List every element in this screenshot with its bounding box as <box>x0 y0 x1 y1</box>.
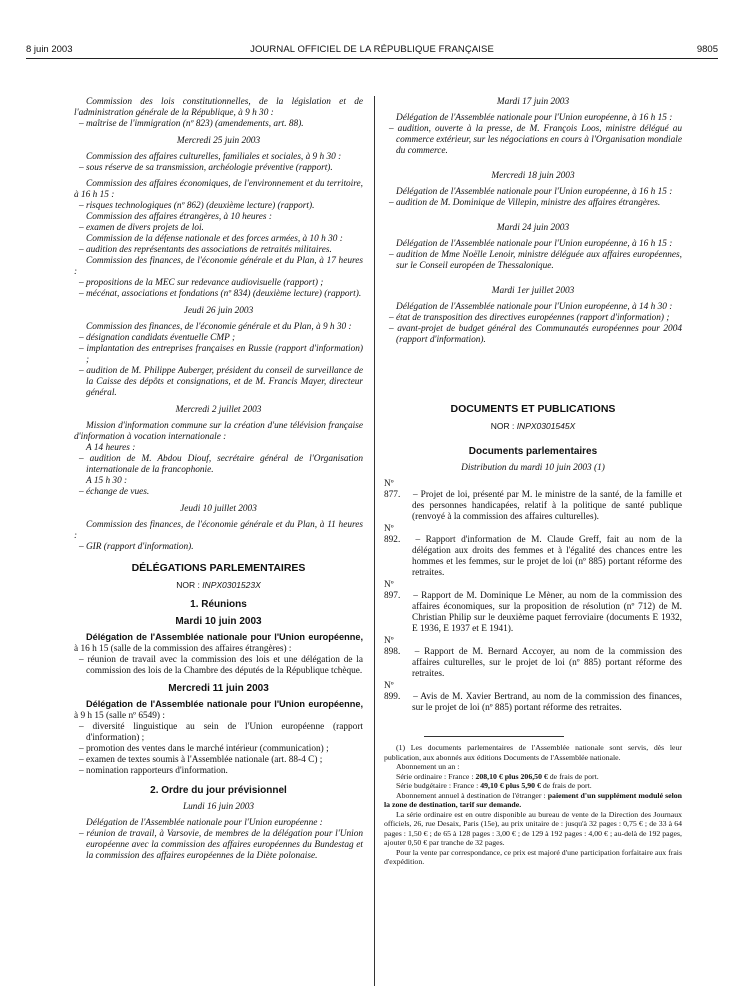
agenda-items <box>74 223 363 234</box>
footnote: Abonnement un an : <box>396 762 460 771</box>
agenda-time: A 14 heures : <box>86 443 136 453</box>
document-description: – Avis de M. Xavier Bertrand, au nom de la commission des finances, sur le projet de loi (nº 885) portant réforme des retraites. <box>410 692 682 713</box>
agenda-items <box>74 487 363 498</box>
document-number: Nº 897. <box>384 580 401 601</box>
nor-code: INPX0301545X <box>516 421 576 431</box>
page-header <box>26 44 718 58</box>
list-item: – promotion des ventes dans le marché intérieur (communication) ; <box>79 744 329 754</box>
agenda-items <box>384 198 682 209</box>
document-entry <box>384 681 682 714</box>
document-description: – Projet de loi, présenté par M. le ministre de la santé, de la famille et des personnes handicapées, relatif à la politique de santé publique (renvoyé à la commission des affaires culturelles). <box>410 490 682 522</box>
agenda-entry: Mission d'information commune sur la création d'une télévision française d'information à vocation internationale : <box>74 421 363 442</box>
list-item: – réunion de travail avec la commission des lois et une délégation de la commission des lois de la Chambre des députés de la République tchèque. <box>79 655 363 676</box>
list-item: – réunion de travail, à Varsovie, de membres de la délégation pour l'Union européenne avec la commission des affaires européennes du Bundestag et la commission des affaires européennes de la Diète polonaise. <box>79 829 363 861</box>
distribution-date: Distribution du mardi 10 juin 2003 (1) <box>461 463 605 473</box>
section-date: Jeudi 26 juin 2003 <box>183 306 254 316</box>
nor-label: NOR : <box>176 580 200 590</box>
section-heading: DOCUMENTS ET PUBLICATIONS <box>450 403 616 415</box>
page-number: 9805 <box>696 44 718 55</box>
document-entry <box>384 580 682 635</box>
list-item: – audition, ouverte à la presse, de M. François Loos, ministre délégué au commerce extérieur, sur les négociations en cours à l'Organisation mondiale du commerce. <box>389 124 682 156</box>
agenda-items <box>74 542 363 553</box>
fn-text: de frais de port. <box>540 781 592 790</box>
footnote <box>384 772 682 782</box>
footnote <box>384 791 682 810</box>
delegation-entry <box>74 699 363 722</box>
agenda-items <box>74 333 363 399</box>
list-item: – état de transposition des directives européennes (rapport d'information) ; <box>389 313 670 323</box>
footnote-rule <box>424 736 564 737</box>
section-date: Mercredi 18 juin 2003 <box>491 171 575 181</box>
fn-text: Série ordinaire : France : <box>396 771 476 781</box>
section-date: Mercredi 2 juillet 2003 <box>175 405 262 415</box>
bold-date: Mercredi 11 juin 2003 <box>168 683 269 694</box>
list-item: – sous réserve de sa transmission, archéologie préventive (rapport). <box>79 163 333 173</box>
delegation-name: Délégation de l'Assemblée nationale pour l'Union européenne, <box>86 632 363 642</box>
list-item: – désignation candidats éventuelle CMP ; <box>79 333 236 343</box>
agenda-entry: Commission des finances, de l'économie générale et du Plan, à 11 heures : <box>74 520 363 541</box>
agenda-time: A 15 h 30 : <box>86 476 128 486</box>
subsection-heading: Documents parlementaires <box>468 446 598 457</box>
list-item: – audition de Mme Noëlle Lenoir, ministre déléguée aux affaires européennes, sur le Conseil européen de Thessalonique. <box>389 250 682 271</box>
list-item: – nomination rapporteurs d'information. <box>79 766 228 776</box>
agenda-entry: Délégation de l'Assemblée nationale pour l'Union européenne, à 16 h 15 : <box>396 187 673 197</box>
list-item: – GIR (rapport d'information). <box>79 542 194 552</box>
bold-date: Mardi 10 juin 2003 <box>175 616 262 627</box>
agenda-items <box>74 278 363 300</box>
footnote: (1) Les documents parlementaires de l'Assemblée nationale sont servis, dès leur publication, aux abonnés aux éditions Documents de l'Assemblée nationale. <box>384 743 682 762</box>
fn-bold: paiement d'un supplément modulé selon la zone de destination, tarif sur demande. <box>384 790 682 809</box>
agenda-items <box>384 313 682 346</box>
fn-price: 208,10 € plus 206,50 € <box>475 771 548 781</box>
document-entry <box>384 636 682 680</box>
delegation-time: à 16 h 15 (salle de la commission des affaires étrangères) : <box>74 644 292 654</box>
subsection-heading: 2. Ordre du jour prévisionnel <box>150 785 287 796</box>
list-item: – examen de divers projets de loi. <box>79 223 204 233</box>
header-rule <box>26 58 718 59</box>
left-column <box>74 97 363 862</box>
agenda-items <box>74 119 363 130</box>
document-number: Nº 877. <box>384 479 401 500</box>
header-title: JOURNAL OFFICIEL DE LA RÉPUBLIQUE FRANÇAISE <box>250 44 494 55</box>
nor-reference <box>74 580 363 591</box>
document-number: Nº 898. <box>384 636 401 657</box>
agenda-items <box>74 163 363 174</box>
agenda-items <box>74 454 363 476</box>
section-heading: DÉLÉGATIONS PARLEMENTAIRES <box>131 562 306 574</box>
list-item: – audition de M. Abdou Diouf, secrétaire général de l'Organisation internationale de la francophonie. <box>79 454 363 475</box>
delegation-time: à 9 h 15 (salle nº 6549) : <box>74 711 165 721</box>
section-date: Lundi 16 juin 2003 <box>182 802 255 812</box>
agenda-entry: Commission des finances, de l'économie générale et du Plan, à 17 heures : <box>74 256 363 277</box>
agenda-entry: Délégation de l'Assemblée nationale pour l'Union européenne, à 16 h 15 : <box>396 239 673 249</box>
agenda-items <box>384 250 682 272</box>
list-item: – échange de vues. <box>79 487 150 497</box>
footnote: Pour la vente par correspondance, ce prix est majoré d'une participation forfaitaire aux frais d'expédition. <box>384 847 682 866</box>
agenda-items <box>384 124 682 157</box>
footnote: La série ordinaire est en outre disponible au bureau de vente de la Direction des Journaux officiels, 26, rue Desaix, Paris (15e), au prix unitaire de : jusqu'à 32 pages : 0,75 € ; de 33 à 64 pages : 1,50 € ; de 65 à 128 pages : 3,00 € ; de 129 à 192 pages : 4,00 € ; au-delà de 192 pages, ajouter 0,50 € par tranche de 32 pages. <box>384 809 682 847</box>
fn-text: Série budgétaire : France : <box>396 781 481 790</box>
right-column <box>384 97 682 867</box>
agenda-items <box>74 245 363 256</box>
list-item: – propositions de la MEC sur redevance audiovisuelle (rapport) ; <box>79 278 324 288</box>
nor-reference <box>384 421 682 432</box>
list-item: – maîtrise de l'immigration (nº 823) (amendements, art. 88). <box>79 119 304 129</box>
footnote <box>384 781 682 791</box>
nor-code: INPX0301523X <box>202 580 261 590</box>
list-item: – audition de M. Philippe Auberger, président du conseil de surveillance de la Caisse des dépôts et consignations, et de M. Francis Mayer, directeur général. <box>79 366 363 398</box>
document-description: – Rapport de M. Dominique Le Mèner, au nom de la commission des affaires économiques, sur la proposition de résolution (nº 712) de M. Christian Philip sur le deuxième paquet ferroviaire (documents E 1932, E 1936, E 1937 et E 1941). <box>410 591 682 634</box>
fn-price: 49,10 € plus 5,90 € <box>480 781 541 790</box>
document-number: Nº 899. <box>384 681 401 702</box>
agenda-entry: Commission des finances, de l'économie générale et du Plan, à 9 h 30 : <box>86 322 352 332</box>
agenda-entry: Commission des affaires culturelles, familiales et sociales, à 9 h 30 : <box>86 152 342 162</box>
document-number: Nº 892. <box>384 524 401 545</box>
list-item: – diversité linguistique au sein de l'Union européenne (rapport d'information) ; <box>79 722 363 743</box>
agenda-entry: Commission des lois constitutionnelles, de la législation et de l'administration générale de la République, à 9 h 30 : <box>74 97 363 118</box>
delegation-name: Délégation de l'Assemblée nationale pour l'Union européenne, <box>86 699 363 709</box>
list-item: – risques technologiques (nº 862) (deuxième lecture) (rapport). <box>79 201 315 211</box>
agenda-entry: Commission des affaires économiques, de l'environnement et du territoire, à 16 h 15 : <box>74 179 363 200</box>
subsection-heading: 1. Réunions <box>190 599 247 610</box>
document-description: – Rapport d'information de M. Claude Greff, fait au nom de la délégation aux droits des femmes et à l'égalité des chances entre les hommes et les femmes, sur le projet de loi (nº 885) portant réforme des retraites. <box>410 535 682 578</box>
section-date: Jeudi 10 juillet 2003 <box>180 504 257 514</box>
document-entry <box>384 524 682 579</box>
document-entry <box>384 479 682 523</box>
agenda-items <box>74 655 363 677</box>
list-item: – audition de M. Dominique de Villepin, ministre des affaires étrangères. <box>389 198 661 208</box>
section-date: Mardi 24 juin 2003 <box>496 223 570 233</box>
agenda-entry: Commission des affaires étrangères, à 10 heures : <box>86 212 272 222</box>
agenda-entry: Délégation de l'Assemblée nationale pour l'Union européenne : <box>86 818 323 828</box>
document-description: – Rapport de M. Bernard Accoyer, au nom de la commission des affaires culturelles, sur le projet de loi (nº 885) portant réforme des retraites. <box>410 647 682 679</box>
column-divider <box>374 96 375 986</box>
section-date: Mardi 1er juillet 2003 <box>491 286 575 296</box>
agenda-items <box>74 201 363 212</box>
list-item: – implantation des entreprises françaises en Russie (rapport d'information) ; <box>79 344 363 365</box>
list-item: – avant-projet de budget général des Communautés européennes pour 2004 (rapport d'information). <box>389 324 682 345</box>
nor-label: NOR : <box>490 421 515 431</box>
section-date: Mardi 17 juin 2003 <box>496 97 570 107</box>
agenda-entry: Délégation de l'Assemblée nationale pour l'Union européenne, à 16 h 15 : <box>396 113 673 123</box>
fn-text: de frais de port. <box>547 771 599 781</box>
list-item: – audition des représentants des associations de retraités militaires. <box>79 245 332 255</box>
agenda-items <box>74 829 363 862</box>
agenda-entry: Commission de la défense nationale et des forces armées, à 10 h 30 : <box>86 234 343 244</box>
section-date: Mercredi 25 juin 2003 <box>176 136 261 146</box>
documents-list <box>384 479 682 714</box>
fn-text: Abonnement annuel à destination de l'étranger : <box>396 790 548 800</box>
agenda-entry: Délégation de l'Assemblée nationale pour l'Union européenne, à 14 h 30 : <box>396 302 673 312</box>
list-item: – mécénat, associations et fondations (nº 834) (deuxième lecture) (rapport). <box>79 289 362 299</box>
list-item: – examen de textes soumis à l'Assemblée nationale (art. 88-4 C) ; <box>79 755 323 765</box>
header-date: 8 juin 2003 <box>26 44 73 55</box>
delegation-entry <box>74 632 363 655</box>
agenda-items <box>74 722 363 777</box>
